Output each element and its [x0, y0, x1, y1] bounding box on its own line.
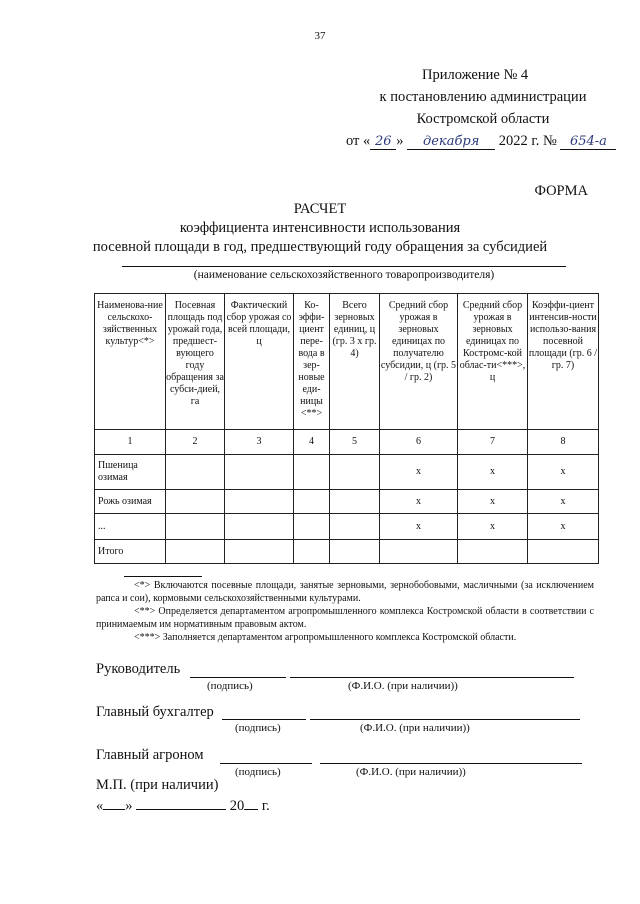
handwritten-number: 654-а [560, 135, 616, 150]
table-row [95, 490, 599, 514]
document-title [0, 200, 640, 257]
header-cell: Посевная площадь под урожай года, предшест-вующего году обращения за субси-дией, га [166, 294, 225, 430]
header-cell: Фактический сбор урожая со всей площади, ц [225, 294, 294, 430]
column-number: 2 [166, 430, 225, 455]
title-line-2: коэффициента интенсивности использования [179, 220, 461, 236]
stamp-label: М.П. (при наличии) [96, 777, 219, 793]
director-sign-line[interactable] [190, 677, 286, 678]
intensity-coef-cell: х [528, 455, 599, 490]
signature-role-accountant: Главный бухгалтер [96, 704, 214, 720]
accountant-sign-caption: (подпись) [235, 722, 281, 734]
agronomist-name-line[interactable] [320, 763, 582, 764]
agronomist-sign-caption: (подпись) [235, 766, 281, 778]
coefficient-cell[interactable] [294, 514, 330, 540]
date-prefix: от « [346, 133, 371, 149]
footnote-1: <*> Включаются посевные площади, занятые зерновыми, зернобобовыми, масличными (за исключением рапса и сои), кормовыми сельскохозяйственными культурами. [96, 580, 594, 604]
table-row [95, 455, 599, 490]
footnote-3: <***> Заполняется департаментом агропромышленного комплекса Костромской области. [134, 632, 517, 643]
form-label: ФОРМА [534, 183, 588, 199]
column-number: 3 [225, 430, 294, 455]
intensity-coef-cell: х [528, 490, 599, 514]
coefficient-cell[interactable] [294, 490, 330, 514]
header-cell: Ко-эффи-циент пере-вода в зер-новые еди-ницы <**> [294, 294, 330, 430]
table-row [95, 514, 599, 540]
accountant-name-line[interactable] [310, 719, 580, 720]
header-cell: Коэффи-циент интенсив-ности использо-вания посевной площади (гр. 6 / гр. 7) [528, 294, 599, 430]
avg-region-cell: х [458, 490, 528, 514]
date-year: 2022 г. № [498, 133, 557, 149]
appendix-title: Приложение № 4 [422, 67, 529, 83]
signature-role-director: Руководитель [96, 661, 181, 677]
director-sign-caption: (подпись) [207, 680, 253, 692]
title-main: РАСЧЕТ [293, 201, 347, 217]
avg-region-cell [458, 540, 528, 564]
area-cell[interactable] [166, 540, 225, 564]
column-number: 5 [330, 430, 380, 455]
date-open-quote: « [96, 798, 104, 814]
date-year-prefix: 20 [229, 798, 245, 814]
avg-region-cell: х [458, 514, 528, 540]
footnote-divider [124, 576, 202, 577]
harvest-cell[interactable] [225, 490, 294, 514]
grain-units-cell[interactable] [330, 455, 380, 490]
column-number: 8 [528, 430, 599, 455]
accountant-name-caption: (Ф.И.О. (при наличии)) [360, 722, 470, 734]
appendix-line-1: к постановлению администрации [379, 89, 587, 105]
coefficient-cell[interactable] [294, 455, 330, 490]
intensity-coef-cell: х [528, 514, 599, 540]
appendix-block [346, 64, 608, 152]
grain-units-cell[interactable] [330, 540, 380, 564]
column-number: 4 [294, 430, 330, 455]
grain-units-cell[interactable] [330, 514, 380, 540]
table-row [95, 540, 599, 564]
producer-name-line[interactable] [122, 266, 566, 267]
header-cell: Средний сбор урожая в зерновых единицах по Костромс-кой облас-ти<***>, ц [458, 294, 528, 430]
date-year-blank[interactable] [244, 797, 258, 810]
avg-recipient-cell: х [380, 514, 458, 540]
grain-units-cell[interactable] [330, 490, 380, 514]
producer-caption: (наименование сельскохозяйственного товаропроизводителя) [193, 269, 495, 281]
accountant-sign-line[interactable] [222, 719, 306, 720]
avg-region-cell: х [458, 455, 528, 490]
area-cell[interactable] [166, 455, 225, 490]
agronomist-name-caption: (Ф.И.О. (при наличии)) [356, 766, 466, 778]
signature-role-agronomist: Главный агроном [96, 747, 204, 763]
harvest-cell[interactable] [225, 540, 294, 564]
avg-recipient-cell: х [380, 490, 458, 514]
handwritten-month: декабря [407, 135, 495, 150]
coefficient-cell[interactable] [294, 540, 330, 564]
table-header-row [95, 294, 599, 430]
appendix-line-2: Костромской области [416, 111, 550, 127]
footnote-2: <**> Определяется департаментом агропромышленного комплекса Костромской области в соответствии с принимаемым им нормативным правовым актом. [96, 606, 594, 630]
column-number-row [95, 430, 599, 455]
column-number: 1 [95, 430, 166, 455]
date-close-quote: » [125, 798, 133, 814]
header-cell: Всего зерновых единиц, ц (гр. 3 х гр. 4) [330, 294, 380, 430]
agronomist-sign-line[interactable] [220, 763, 312, 764]
crop-name: Рожь озимая [95, 490, 166, 514]
page-number: 37 [314, 30, 326, 42]
director-name-caption: (Ф.И.О. (при наличии)) [348, 680, 458, 692]
harvest-cell[interactable] [225, 514, 294, 540]
director-name-line[interactable] [290, 677, 574, 678]
column-number: 7 [458, 430, 528, 455]
crop-name: Итого [95, 540, 166, 564]
date-day-blank[interactable] [103, 797, 125, 810]
crop-name: ... [95, 514, 166, 540]
date-mid: » [396, 133, 404, 149]
column-number: 6 [380, 430, 458, 455]
harvest-cell[interactable] [225, 455, 294, 490]
date-year-suffix: г. [261, 798, 270, 814]
appendix-date-line [346, 130, 608, 152]
avg-recipient-cell: х [380, 455, 458, 490]
handwritten-day: 26 [370, 135, 396, 150]
intensity-coef-cell [528, 540, 599, 564]
date-month-blank[interactable] [136, 797, 226, 810]
date-line [96, 797, 270, 815]
avg-recipient-cell [380, 540, 458, 564]
calculation-table [94, 293, 599, 564]
title-line-3: посевной площади в год, предшествующий году обращения за субсидией [92, 239, 548, 255]
area-cell[interactable] [166, 514, 225, 540]
crop-name: Пшеница озимая [95, 455, 166, 490]
area-cell[interactable] [166, 490, 225, 514]
header-cell: Наименова-ние сельскохо-зяйственных культур<*> [95, 294, 166, 430]
header-cell: Средний сбор урожая в зерновых единицах по получателю субсидии, ц (гр. 5 / гр. 2) [380, 294, 458, 430]
